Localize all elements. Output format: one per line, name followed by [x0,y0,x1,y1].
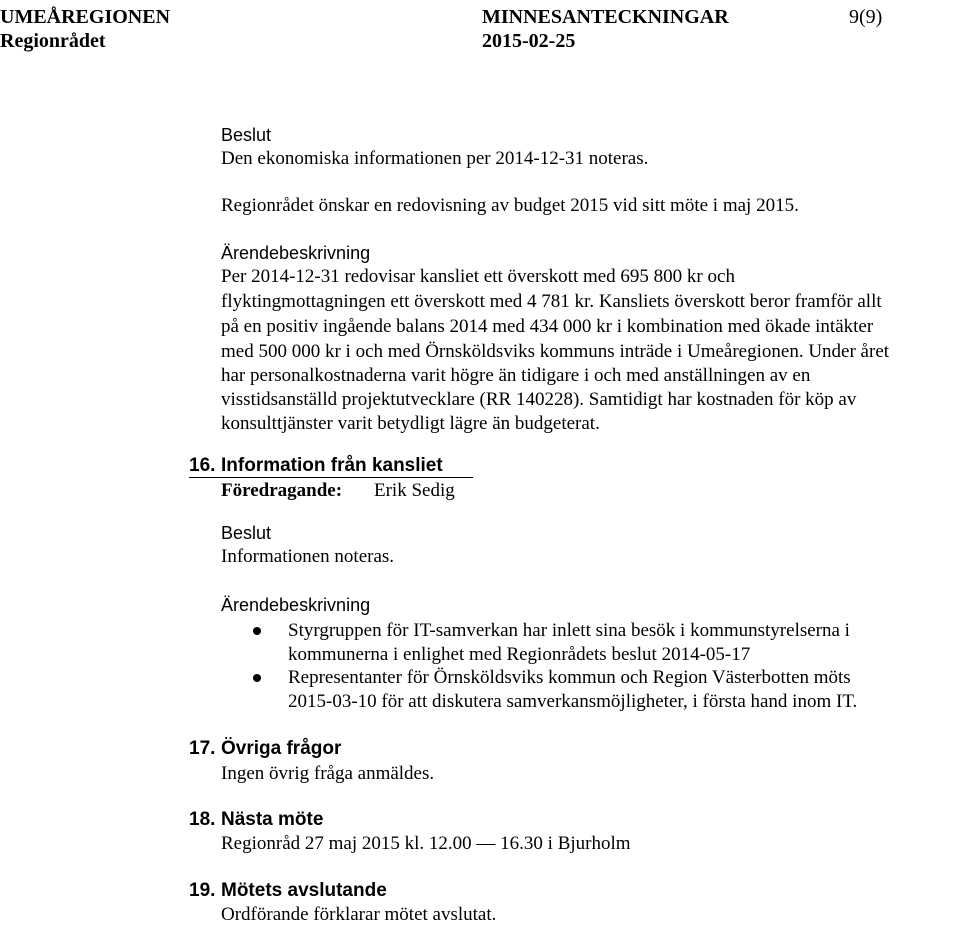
case-text-line: flyktingmottagningen ett överskott med 4 781 kr. Kansliets överskott beror framför allt [221,291,882,312]
section-number: 18. [189,809,216,830]
section-text: Ingen övrig fråga anmäldes. [221,763,435,784]
case-text-line: visstidsanställd projektutvecklare (RR 140228). Samtidigt har kostnaden för köp av [221,389,857,410]
header-body: Regionrådet [0,30,106,52]
case-heading: Ärendebeskrivning [221,243,371,263]
bullet-text-line: kommunerna i enlighet med Regionrådets beslut 2014-05-17 [288,644,751,665]
section-title: Nästa möte [221,809,324,830]
decision-heading: Beslut [221,125,272,145]
bullet-text-line: Representanter för Örnsköldsviks kommun och Region Västerbotten möts [288,667,851,688]
section-title: Mötets avslutande [221,880,387,901]
decision-text: Den ekonomiska informationen per 2014-12-31 noteras. [221,148,649,169]
bullet-text-line: 2015-03-10 för att diskutera samverkansmöjligheter, i första hand inom IT. [288,691,858,712]
bullet-icon [253,674,261,682]
bullet-icon [253,627,261,635]
section-number: 16. [189,455,216,476]
case-text-line: Per 2014-12-31 redovisar kansliet ett överskott med 695 800 kr och [221,266,735,287]
section-text: Ordförande förklarar mötet avslutat. [221,904,497,925]
section-title: Information från kansliet [221,455,443,476]
header-doc-type: MINNESANTECKNINGAR [482,6,729,28]
decision-text: Informationen noteras. [221,546,395,567]
section-underline [189,477,473,478]
section-text: Regionråd 27 maj 2015 kl. 12.00 — 16.30 i Bjurholm [221,833,631,854]
decision-heading: Beslut [221,523,272,543]
section-title: Övriga frågor [221,738,342,759]
section-number: 19. [189,880,216,901]
presenter-name: Erik Sedig [374,480,455,501]
case-text-line: på en positiv ingående balans 2014 med 434 000 kr i kombination med ökade intäkter [221,316,874,337]
case-text-line: konsulttjänster varit betydligt lägre än budgeterat. [221,413,600,434]
section-number: 17. [189,738,216,759]
presenter-label: Föredragande: [221,480,343,501]
case-text-line: har personalkostnaderna varit högre än tidigare i och med anställningen av en [221,365,811,386]
bullet-text-line: Styrgruppen för IT-samverkan har inlett sina besök i kommunstyrelserna i [288,620,850,641]
case-text-line: med 500 000 kr i och med Örnsköldsviks kommuns inträde i Umeåregionen. Under året [221,341,890,362]
header-page-number: 9(9) [849,6,883,28]
header-org: UMEÅREGIONEN [0,6,171,28]
case-heading: Ärendebeskrivning [221,595,371,615]
header-date: 2015-02-25 [482,30,576,52]
decision-text: Regionrådet önskar en redovisning av budget 2015 vid sitt möte i maj 2015. [221,195,799,216]
